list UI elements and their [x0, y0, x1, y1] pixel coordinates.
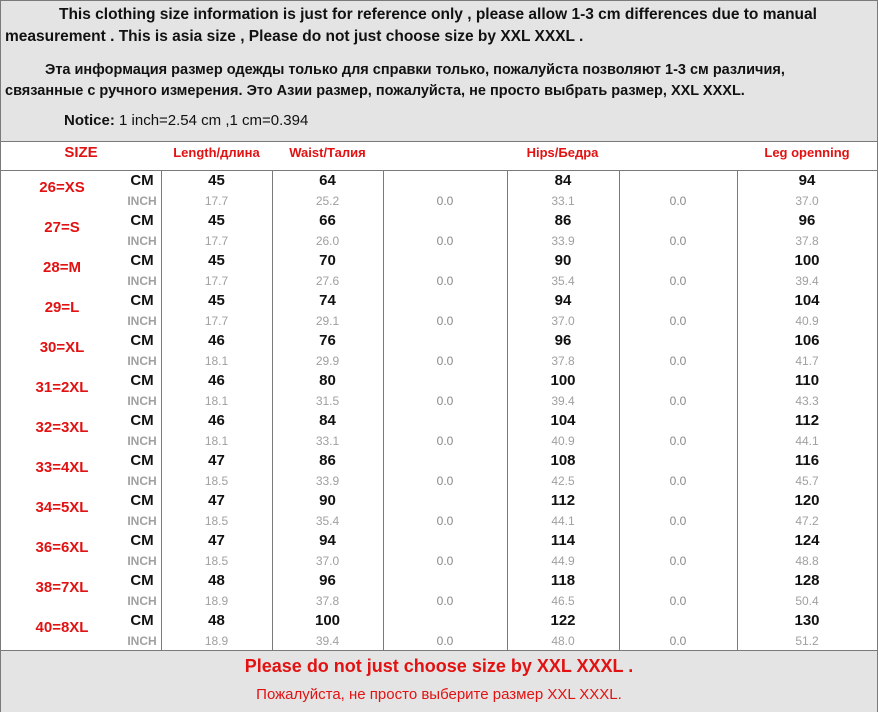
waist-cm-value: 64 [319, 172, 336, 189]
waist-cm-value: 90 [319, 492, 336, 509]
blank-b-cell [619, 371, 737, 411]
length-cm-value: 46 [208, 332, 225, 349]
length-cm-value: 48 [208, 572, 225, 589]
waist-cell [272, 571, 383, 611]
length-cm-value: 45 [208, 252, 225, 269]
unit-cm-label: CM [130, 332, 154, 349]
size-label: 38=7XL [35, 579, 89, 596]
size-label: 33=4XL [35, 459, 89, 476]
unit-cm-label: CM [130, 532, 154, 549]
waist-inch-value: 29.1 [315, 314, 340, 328]
hips-cell [507, 291, 619, 331]
blank-b-cell [619, 491, 737, 531]
blank-b-cell [619, 211, 737, 251]
blank-b-inch-value: 0.0 [669, 274, 687, 288]
blank-a-inch-value: 0.0 [436, 234, 454, 248]
blank-a-cell [383, 371, 507, 411]
hips-cm-value: 96 [554, 332, 572, 349]
length-cell [161, 371, 272, 411]
leg-opening-inch-value: 48.8 [795, 554, 819, 568]
length-cell [161, 451, 272, 491]
hips-cell [507, 411, 619, 451]
hips-inch-value: 44.9 [551, 554, 575, 568]
hips-cell [507, 491, 619, 531]
leg-opening-cm-value: 116 [794, 452, 820, 469]
waist-inch-value: 31.5 [315, 394, 340, 408]
unit-cm-label: CM [130, 252, 154, 269]
blank-a-inch-value: 0.0 [436, 274, 454, 288]
blank-b-inch-value: 0.0 [669, 474, 687, 488]
hips-cell [507, 331, 619, 371]
waist-inch-value: 26.0 [315, 234, 340, 248]
blank-a-inch-value: 0.0 [436, 594, 454, 608]
length-inch-value: 18.5 [204, 474, 229, 488]
leg-opening-inch-value: 50.4 [795, 594, 819, 608]
leg-opening-inch-value: 51.2 [795, 634, 819, 648]
blank-a-cell [383, 411, 507, 451]
header-waist: Waist/Талия [289, 145, 366, 160]
waist-cm-value: 84 [319, 412, 336, 429]
hips-cell [507, 251, 619, 291]
leg-opening-inch-value: 37.8 [795, 234, 819, 248]
note-english-line-2: measurement . This is asia size , Please do not just choose size by XXL XXXL . [5, 28, 584, 45]
leg-opening-inch-value: 37.0 [795, 194, 819, 208]
leg-opening-cell [737, 331, 877, 371]
hips-inch-value: 42.5 [551, 474, 575, 488]
hips-inch-value: 35.4 [551, 274, 575, 288]
blank-a-cell [383, 611, 507, 651]
size-table [1, 171, 877, 650]
unit-cm-label: CM [130, 372, 154, 389]
blank-b-cell [619, 171, 737, 211]
waist-inch-value: 39.4 [315, 634, 340, 648]
waist-cell [272, 171, 383, 211]
leg-opening-cell [737, 491, 877, 531]
leg-opening-cm-value: 94 [798, 172, 816, 189]
header-size: SIZE [64, 144, 98, 161]
length-inch-value: 17.7 [204, 234, 229, 248]
blank-a-inch-value: 0.0 [436, 514, 454, 528]
leg-opening-cell [737, 171, 877, 211]
leg-opening-cm-value: 110 [794, 372, 820, 389]
length-cm-value: 45 [208, 172, 225, 189]
unit-inch-label: INCH [127, 354, 157, 368]
waist-cm-value: 80 [319, 372, 336, 389]
unit-cm-label: CM [130, 212, 154, 229]
size-label: 32=3XL [35, 419, 89, 436]
unit-cm-label: CM [130, 612, 154, 629]
hips-cell [507, 211, 619, 251]
footer-warning-russian: Пожалуйста, не просто выберите размер XXL XXXL. [256, 686, 622, 703]
leg-opening-inch-value: 39.4 [795, 274, 819, 288]
blank-b-inch-value: 0.0 [669, 554, 687, 568]
table-row [1, 531, 161, 571]
table-header [1, 142, 877, 171]
size-label: 28=M [43, 259, 81, 276]
size-label: 26=XS [39, 179, 85, 196]
blank-a-cell [383, 571, 507, 611]
hips-cm-value: 90 [554, 252, 572, 269]
blank-b-inch-value: 0.0 [669, 634, 687, 648]
notice-label: Notice: [64, 112, 115, 129]
unit-inch-label: INCH [127, 274, 157, 288]
header-hips: Hips/Бедра [526, 145, 599, 160]
waist-cm-value: 70 [319, 252, 336, 269]
blank-a-inch-value: 0.0 [436, 314, 454, 328]
length-inch-value: 17.7 [204, 274, 229, 288]
blank-b-cell [619, 331, 737, 371]
table-row [1, 331, 161, 371]
unit-inch-label: INCH [127, 234, 157, 248]
hips-inch-value: 46.5 [551, 594, 575, 608]
blank-b-cell [619, 611, 737, 651]
leg-opening-cm-value: 106 [794, 332, 820, 349]
length-cell [161, 411, 272, 451]
leg-opening-cm-value: 130 [794, 612, 820, 629]
hips-cell [507, 531, 619, 571]
blank-a-inch-value: 0.0 [436, 634, 454, 648]
unit-cm-label: CM [130, 292, 154, 309]
blank-b-inch-value: 0.0 [669, 194, 687, 208]
table-row [1, 251, 161, 291]
waist-cell [272, 331, 383, 371]
waist-cm-value: 100 [314, 612, 341, 629]
blank-b-cell [619, 251, 737, 291]
blank-a-cell [383, 491, 507, 531]
size-label: 36=6XL [35, 539, 89, 556]
blank-a-inch-value: 0.0 [436, 554, 454, 568]
leg-opening-cell [737, 611, 877, 651]
waist-cm-value: 94 [319, 532, 336, 549]
hips-cm-value: 100 [550, 372, 576, 389]
hips-cm-value: 94 [554, 292, 572, 309]
leg-opening-cm-value: 124 [794, 532, 820, 549]
length-cm-value: 47 [208, 492, 225, 509]
size-label: 40=8XL [35, 619, 89, 636]
hips-cm-value: 112 [550, 492, 576, 509]
leg-opening-cell [737, 371, 877, 411]
waist-inch-value: 37.0 [315, 554, 340, 568]
leg-opening-cell [737, 291, 877, 331]
length-cell [161, 251, 272, 291]
length-cell [161, 611, 272, 651]
length-cell [161, 491, 272, 531]
size-label: 34=5XL [35, 499, 89, 516]
blank-a-cell [383, 451, 507, 491]
length-inch-value: 18.9 [204, 594, 229, 608]
blank-b-inch-value: 0.0 [669, 314, 687, 328]
table-row [1, 291, 161, 331]
table-row [1, 211, 161, 251]
hips-inch-value: 37.0 [551, 314, 575, 328]
blank-a-cell [383, 211, 507, 251]
table-row [1, 491, 161, 531]
length-cell [161, 571, 272, 611]
waist-cell [272, 611, 383, 651]
leg-opening-cm-value: 104 [794, 292, 820, 309]
hips-inch-value: 37.8 [551, 354, 575, 368]
blank-b-cell [619, 291, 737, 331]
blank-b-inch-value: 0.0 [669, 354, 687, 368]
unit-inch-label: INCH [127, 194, 157, 208]
footer-panel [1, 650, 877, 712]
length-cell [161, 211, 272, 251]
unit-inch-label: INCH [127, 634, 157, 648]
table-row [1, 411, 161, 451]
unit-cm-label: CM [130, 412, 154, 429]
unit-inch-label: INCH [127, 434, 157, 448]
hips-inch-value: 48.0 [551, 634, 575, 648]
table-row [1, 371, 161, 411]
length-cell [161, 291, 272, 331]
hips-cell [507, 371, 619, 411]
waist-cell [272, 451, 383, 491]
unit-inch-label: INCH [127, 394, 157, 408]
blank-b-cell [619, 571, 737, 611]
blank-b-inch-value: 0.0 [669, 394, 687, 408]
hips-cell [507, 171, 619, 211]
unit-inch-label: INCH [127, 474, 157, 488]
waist-cell [272, 411, 383, 451]
table-row [1, 451, 161, 491]
blank-a-cell [383, 291, 507, 331]
waist-cm-value: 86 [319, 452, 336, 469]
table-row [1, 171, 161, 211]
hips-cm-value: 118 [550, 572, 576, 589]
unit-cm-label: CM [130, 172, 154, 189]
waist-inch-value: 29.9 [315, 354, 340, 368]
waist-inch-value: 33.1 [315, 434, 340, 448]
unit-cm-label: CM [130, 452, 154, 469]
length-cm-value: 45 [208, 212, 225, 229]
blank-a-inch-value: 0.0 [436, 354, 454, 368]
leg-opening-inch-value: 43.3 [795, 394, 819, 408]
length-cm-value: 48 [208, 612, 225, 629]
waist-cell [272, 371, 383, 411]
note-russian-line-2: связанные с ручного измерения. Это Азии размер, пожалуйста, не просто выбрать размер, XXL XXXL. [5, 83, 745, 99]
size-label: 31=2XL [35, 379, 89, 396]
blank-a-cell [383, 171, 507, 211]
blank-a-cell [383, 251, 507, 291]
hips-cm-value: 84 [554, 172, 572, 189]
waist-cm-value: 66 [319, 212, 336, 229]
header-length: Length/длина [173, 145, 260, 160]
length-inch-value: 17.7 [204, 194, 229, 208]
footer-warning-english: Please do not just choose size by XXL XXXL . [244, 656, 634, 676]
leg-opening-cell [737, 411, 877, 451]
hips-cm-value: 108 [550, 452, 576, 469]
length-inch-value: 18.5 [204, 514, 229, 528]
length-inch-value: 18.1 [204, 394, 229, 408]
length-cm-value: 47 [208, 532, 225, 549]
unit-inch-label: INCH [127, 594, 157, 608]
leg-opening-inch-value: 44.1 [795, 434, 819, 448]
length-inch-value: 18.1 [204, 434, 229, 448]
length-cell [161, 171, 272, 211]
waist-inch-value: 27.6 [315, 274, 340, 288]
size-label: 29=L [44, 299, 80, 316]
length-inch-value: 18.5 [204, 554, 229, 568]
length-cell [161, 531, 272, 571]
leg-opening-cell [737, 531, 877, 571]
waist-inch-value: 25.2 [315, 194, 340, 208]
leg-opening-inch-value: 40.9 [795, 314, 819, 328]
waist-cm-value: 96 [319, 572, 336, 589]
waist-cell [272, 531, 383, 571]
leg-opening-cm-value: 120 [794, 492, 820, 509]
length-cm-value: 47 [208, 452, 225, 469]
hips-cm-value: 114 [550, 532, 576, 549]
length-inch-value: 17.7 [204, 314, 229, 328]
hips-cell [507, 451, 619, 491]
notes-panel [1, 1, 877, 142]
length-cm-value: 45 [208, 292, 225, 309]
leg-opening-cm-value: 96 [798, 212, 816, 229]
length-cell [161, 331, 272, 371]
unit-inch-label: INCH [127, 554, 157, 568]
note-english-line-1: This clothing size information is just for reference only , please allow 1-3 cm differences due to manual [59, 6, 817, 23]
waist-cm-value: 74 [319, 292, 336, 309]
length-cm-value: 46 [208, 412, 225, 429]
hips-inch-value: 44.1 [551, 514, 575, 528]
waist-cell [272, 211, 383, 251]
notice-line [64, 110, 308, 132]
leg-opening-cell [737, 211, 877, 251]
blank-b-inch-value: 0.0 [669, 434, 687, 448]
notice-value: 1 inch=2.54 cm ,1 cm=0.394 [119, 112, 309, 129]
leg-opening-inch-value: 47.2 [795, 514, 819, 528]
size-label: 27=S [44, 219, 80, 236]
blank-a-cell [383, 331, 507, 371]
hips-cm-value: 122 [550, 612, 576, 629]
length-cm-value: 46 [208, 372, 225, 389]
hips-inch-value: 39.4 [551, 394, 575, 408]
hips-cell [507, 611, 619, 651]
unit-inch-label: INCH [127, 514, 157, 528]
header-leg-opening: Leg openning [764, 145, 850, 160]
hips-cm-value: 86 [554, 212, 572, 229]
waist-inch-value: 35.4 [315, 514, 340, 528]
unit-inch-label: INCH [127, 314, 157, 328]
blank-a-inch-value: 0.0 [436, 394, 454, 408]
blank-a-inch-value: 0.0 [436, 434, 454, 448]
blank-a-cell [383, 531, 507, 571]
blank-b-inch-value: 0.0 [669, 514, 687, 528]
leg-opening-cell [737, 451, 877, 491]
blank-b-inch-value: 0.0 [669, 234, 687, 248]
blank-b-cell [619, 531, 737, 571]
hips-cell [507, 571, 619, 611]
unit-cm-label: CM [130, 572, 154, 589]
hips-cm-value: 104 [550, 412, 576, 429]
table-row [1, 611, 161, 651]
blank-b-cell [619, 411, 737, 451]
leg-opening-cm-value: 100 [794, 252, 820, 269]
leg-opening-cm-value: 128 [794, 572, 820, 589]
hips-inch-value: 33.9 [551, 234, 575, 248]
waist-cm-value: 76 [319, 332, 336, 349]
blank-b-inch-value: 0.0 [669, 594, 687, 608]
length-inch-value: 18.1 [204, 354, 229, 368]
leg-opening-cell [737, 251, 877, 291]
hips-inch-value: 33.1 [551, 194, 575, 208]
leg-opening-inch-value: 45.7 [795, 474, 819, 488]
waist-cell [272, 491, 383, 531]
length-inch-value: 18.9 [204, 634, 229, 648]
blank-a-inch-value: 0.0 [436, 474, 454, 488]
unit-cm-label: CM [130, 492, 154, 509]
note-russian-line-1: Эта информация размер одежды только для справки только, пожалуйста позволяют 1-3 см различия, [45, 62, 785, 78]
size-label: 30=XL [39, 339, 85, 356]
hips-inch-value: 40.9 [551, 434, 575, 448]
blank-b-cell [619, 451, 737, 491]
table-row [1, 571, 161, 611]
leg-opening-inch-value: 41.7 [795, 354, 819, 368]
waist-inch-value: 33.9 [315, 474, 340, 488]
leg-opening-cell [737, 571, 877, 611]
blank-a-inch-value: 0.0 [436, 194, 454, 208]
leg-opening-cm-value: 112 [794, 412, 820, 429]
waist-cell [272, 291, 383, 331]
waist-inch-value: 37.8 [315, 594, 340, 608]
waist-cell [272, 251, 383, 291]
